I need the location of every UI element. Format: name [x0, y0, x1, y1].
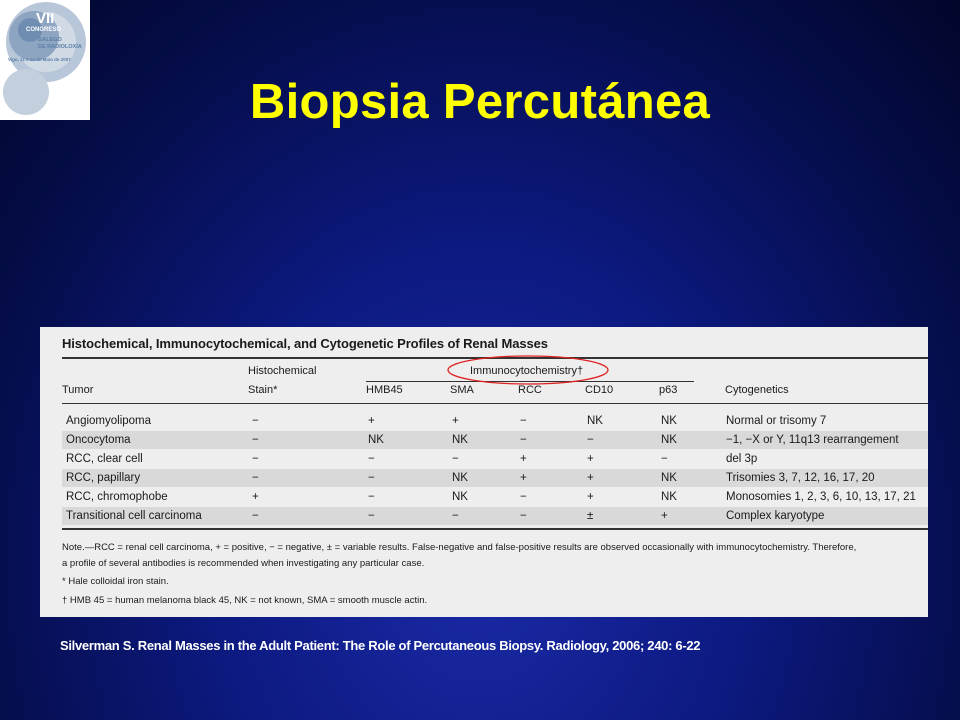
table-cell-hmb45: − [368, 491, 375, 503]
header-hmb45: HMB45 [366, 384, 403, 396]
table-cell-rcc: − [520, 491, 527, 503]
table-cell-tumor: RCC, papillary [66, 472, 141, 484]
table-cell-stain: − [252, 415, 259, 427]
table-title: Histochemical, Immunocytochemical, and Cytogenetic Profiles of Renal Masses [62, 336, 548, 351]
table-cell-cd10: + [587, 472, 594, 484]
table-cell-rcc: + [520, 472, 527, 484]
citation-text: Silverman S. Renal Masses in the Adult Patient: The Role of Percutaneous Biopsy. Radiology, 2006; 240: 6-22 [60, 638, 701, 653]
header-sma: SMA [450, 384, 474, 396]
header-stain-line1: Histochemical [248, 365, 317, 377]
table-cell-p63: NK [661, 491, 677, 503]
table-cell-rcc: + [520, 453, 527, 465]
table-cell-rcc: − [520, 434, 527, 446]
header-stain-line2: Stain* [248, 384, 278, 396]
header-bottom-rule [62, 403, 928, 404]
table-note-line2: a profile of several antibodies is recommended when investigating any particular case. [62, 558, 425, 569]
table-footnote-stain: * Hale colloidal iron stain. [62, 576, 169, 587]
table-cell-rcc: − [520, 415, 527, 427]
table-cell-cytogenetics: Monosomies 1, 2, 3, 6, 10, 13, 17, 21 [726, 491, 916, 503]
header-rcc: RCC [518, 384, 542, 396]
table-cell-sma: NK [452, 472, 468, 484]
table-cell-cd10: + [587, 491, 594, 503]
table-cell-tumor: RCC, chromophobe [66, 491, 168, 503]
table-cell-p63: NK [661, 434, 677, 446]
table-note-line1: Note.—RCC = renal cell carcinoma, + = positive, − = negative, ± = variable results. False-negative and false-positive results are observed occasionally with immunocytochemistry. Therefore, [62, 542, 857, 553]
header-immuno-group: Immunocytochemistry† [470, 365, 584, 377]
table-cell-sma: NK [452, 434, 468, 446]
logo-numeral: VII [36, 10, 55, 27]
table-cell-sma: NK [452, 491, 468, 503]
table-cell-cd10: ± [587, 510, 594, 522]
table-cell-p63: − [661, 453, 668, 465]
table-cell-p63: + [661, 510, 668, 522]
table-cell-sma: + [452, 415, 459, 427]
table-cell-cytogenetics: −1, −X or Y, 11q13 rearrangement [726, 434, 899, 446]
table-cell-stain: − [252, 472, 259, 484]
table-cell-sma: − [452, 510, 459, 522]
table-cell-cytogenetics: del 3p [726, 453, 758, 465]
header-cytogenetics: Cytogenetics [725, 384, 789, 396]
header-cd10: CD10 [585, 384, 614, 396]
table-cell-hmb45: − [368, 472, 375, 484]
table-cell-cd10: + [587, 453, 594, 465]
logo-dates: Vigo, 11 e 12 de Maio de 2007 [8, 57, 71, 62]
table-cell-tumor: Angiomyolipoma [66, 415, 152, 427]
logo-congreso: CONGRESO [26, 27, 62, 33]
table-cell-rcc: − [520, 510, 527, 522]
table-cell-hmb45: NK [368, 434, 384, 446]
table-cell-stain: − [252, 453, 259, 465]
table-cell-p63: NK [661, 415, 677, 427]
logo-radiologia: DE RADIOLOXÍA [38, 44, 82, 50]
table-cell-tumor: Oncocytoma [66, 434, 131, 446]
highlight-ellipse [446, 354, 610, 386]
table-cell-tumor: Transitional cell carcinoma [66, 510, 202, 522]
table-cell-tumor: RCC, clear cell [66, 453, 143, 465]
table-bottom-rule [62, 528, 928, 530]
table-cell-cd10: NK [587, 415, 603, 427]
table-cell-stain: + [252, 491, 259, 503]
header-p63: p63 [659, 384, 678, 396]
slide-title: Biopsia Percutánea [249, 75, 711, 129]
table-cell-cd10: − [587, 434, 594, 446]
table-cell-cytogenetics: Normal or trisomy 7 [726, 415, 827, 427]
table-cell-hmb45: + [368, 415, 375, 427]
table-cell-stain: − [252, 510, 259, 522]
table-cell-cytogenetics: Trisomies 3, 7, 12, 16, 17, 20 [726, 472, 875, 484]
header-tumor: Tumor [62, 384, 94, 396]
table-cell-hmb45: − [368, 510, 375, 522]
table-cell-sma: − [452, 453, 459, 465]
table-cell-p63: NK [661, 472, 677, 484]
logo-galego: GALEGO [38, 37, 62, 43]
table-footnote-abbrev: † HMB 45 = human melanoma black 45, NK = not known, SMA = smooth muscle actin. [62, 595, 428, 606]
table-cell-stain: − [252, 434, 259, 446]
table-cell-hmb45: − [368, 453, 375, 465]
table-cell-cytogenetics: Complex karyotype [726, 510, 825, 522]
